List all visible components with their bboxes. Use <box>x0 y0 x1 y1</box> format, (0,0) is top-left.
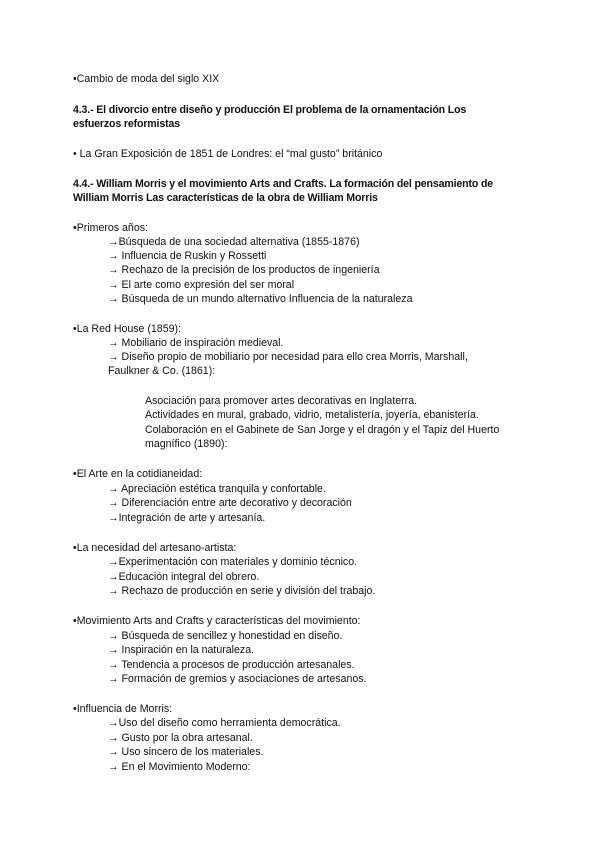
section-4-4-title-line2: William Morris Las características de la obra de William Morris <box>73 192 378 204</box>
list-item: → Inspiración en la naturaleza. <box>108 644 255 656</box>
red-house-label: •La Red House (1859): <box>73 323 181 335</box>
list-item: →Educación integral del obrero. <box>108 571 260 583</box>
list-item: → En el Movimiento Moderno: <box>108 761 251 773</box>
section-4-3-title-line2: esfuerzos reformistas <box>73 118 180 130</box>
arts-crafts-label: •Movimiento Arts and Crafts y características del movimiento: <box>73 615 361 627</box>
sub-item: Colaboración en el Gabinete de San Jorge y el dragón y el Tapiz del Huerto <box>145 424 500 436</box>
bullet-gran-exposicion: • La Gran Exposición de 1851 de Londres: el “mal gusto” británico <box>73 148 383 160</box>
sub-item: Asociación para promover artes decorativas en Inglaterra. <box>145 395 418 407</box>
list-item: → Gusto por la obra artesanal. <box>108 732 253 744</box>
list-item: → Apreciación estética tranquila y confortable. <box>108 483 326 495</box>
section-4-3-title-line1: 4.3.- El divorcio entre diseño y producción El problema de la ornamentación Los <box>73 104 467 116</box>
section-4-4-title-line1: 4.4.- William Morris y el movimiento Arts and Crafts. La formación del pensamiento de <box>73 178 494 190</box>
list-item: → Mobiliario de inspiración medieval. <box>108 337 284 349</box>
list-item: →Experimentación con materiales y dominio técnico. <box>108 556 358 568</box>
sub-item: magnífico (1890): <box>145 438 228 450</box>
artesano-artista-label: •La necesidad del artesano-artista: <box>73 542 237 554</box>
list-item-continuation: Faulkner & Co. (1861): <box>108 365 216 377</box>
list-item: → Influencia de Ruskin y Rossetti <box>108 250 267 262</box>
list-item: → Búsqueda de un mundo alternativo Influencia de la naturaleza <box>108 293 413 305</box>
list-item: →Integración de arte y artesanía. <box>108 512 266 524</box>
bullet-cambio-moda: •Cambio de moda del siglo XIX <box>73 73 220 85</box>
list-item: → Tendencia a procesos de producción artesanales. <box>108 659 355 671</box>
list-item: → Diseño propio de mobiliario por necesidad para ello crea Morris, Marshall, <box>108 351 468 363</box>
list-item: →Uso del diseño como herramienta democrática. <box>108 717 341 729</box>
primeros-anos-label: •Primeros años: <box>73 222 148 234</box>
list-item: → Rechazo de producción en serie y división del trabajo. <box>108 585 376 597</box>
list-item: → Búsqueda de sencillez y honestidad en diseño. <box>108 630 343 642</box>
influencia-morris-label: •Influencia de Morris: <box>73 703 173 715</box>
list-item: → Formación de gremios y asociaciones de artesanos. <box>108 673 367 685</box>
list-item: → Uso sincero de los materiales. <box>108 746 264 758</box>
arte-cotidianeidad-label: •El Arte en la cotidianeidad: <box>73 468 203 480</box>
list-item: →Búsqueda de una sociedad alternativa (1855-1876) <box>108 236 360 248</box>
list-item: → Rechazo de la precisión de los productos de ingeniería <box>108 264 380 276</box>
list-item: → Diferenciación entre arte decorativo y decoración <box>108 497 352 509</box>
sub-item: Actividades en mural, grabado, vidrio, metalistería, joyería, ebanistería. <box>145 409 479 421</box>
list-item: → El arte como expresión del ser moral <box>108 279 295 291</box>
